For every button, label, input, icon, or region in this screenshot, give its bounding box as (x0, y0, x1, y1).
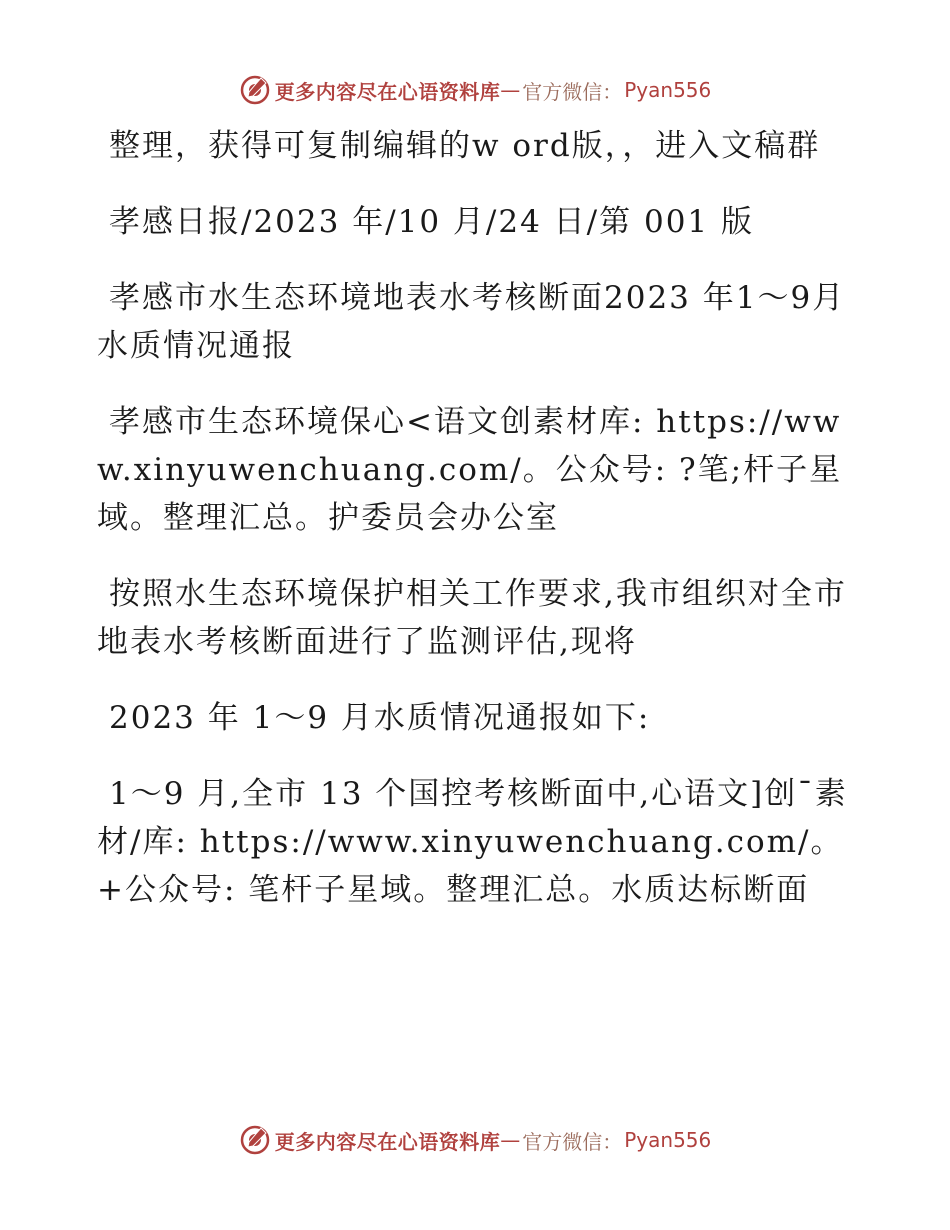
paragraph-intro: 整理，获得可复制编辑的w ord版，，进入文稿群 (109, 128, 821, 164)
pen-circle-logo-icon (239, 1124, 271, 1156)
paragraph-body-3: 1～9 月,全市 13 个国控考核断面中,心语文]创¯素材/库: https://www.xinyuwenchuang.com/。+公众号: 笔杆子星域。整理汇总。水质达标断面 (97, 776, 848, 908)
paragraph-issuer: 孝感市生态环境保心<语文创素材库: https://www.xinyuwenchuang.com/。公众号: ?笔;杆子星域。整理汇总。护委员会办公室 (97, 404, 843, 536)
paragraph-body-2: 2023 年 1～9 月水质情况通报如下: (109, 700, 651, 736)
watermark-text: 更多内容尽在心语资料库 (274, 79, 501, 104)
watermark-wechat-id: Pyan556 (624, 1128, 712, 1152)
pen-circle-logo-icon (239, 74, 271, 106)
watermark-dash: — (500, 1128, 521, 1152)
paragraph-body-1: 按照水生态环境保护相关工作要求,我市组织对全市地表水考核断面进行了监测评估,现将 (97, 576, 847, 660)
watermark-text: 更多内容尽在心语资料库 (274, 1129, 501, 1154)
header-watermark (0, 70, 950, 110)
paragraph-title: 孝感市水生态环境地表水考核断面2023 年1～9月水质情况通报 (97, 280, 846, 364)
footer-watermark (0, 1120, 950, 1160)
watermark-wechat-label: 官方微信： (522, 1129, 623, 1154)
paragraph-source: 孝感日报/2023 年/10 月/24 日/第 001 版 (109, 204, 755, 240)
document-body (97, 122, 857, 942)
watermark-dash: — (500, 78, 521, 102)
watermark-wechat-id: Pyan556 (624, 78, 712, 102)
watermark-wechat-label: 官方微信： (522, 79, 623, 104)
